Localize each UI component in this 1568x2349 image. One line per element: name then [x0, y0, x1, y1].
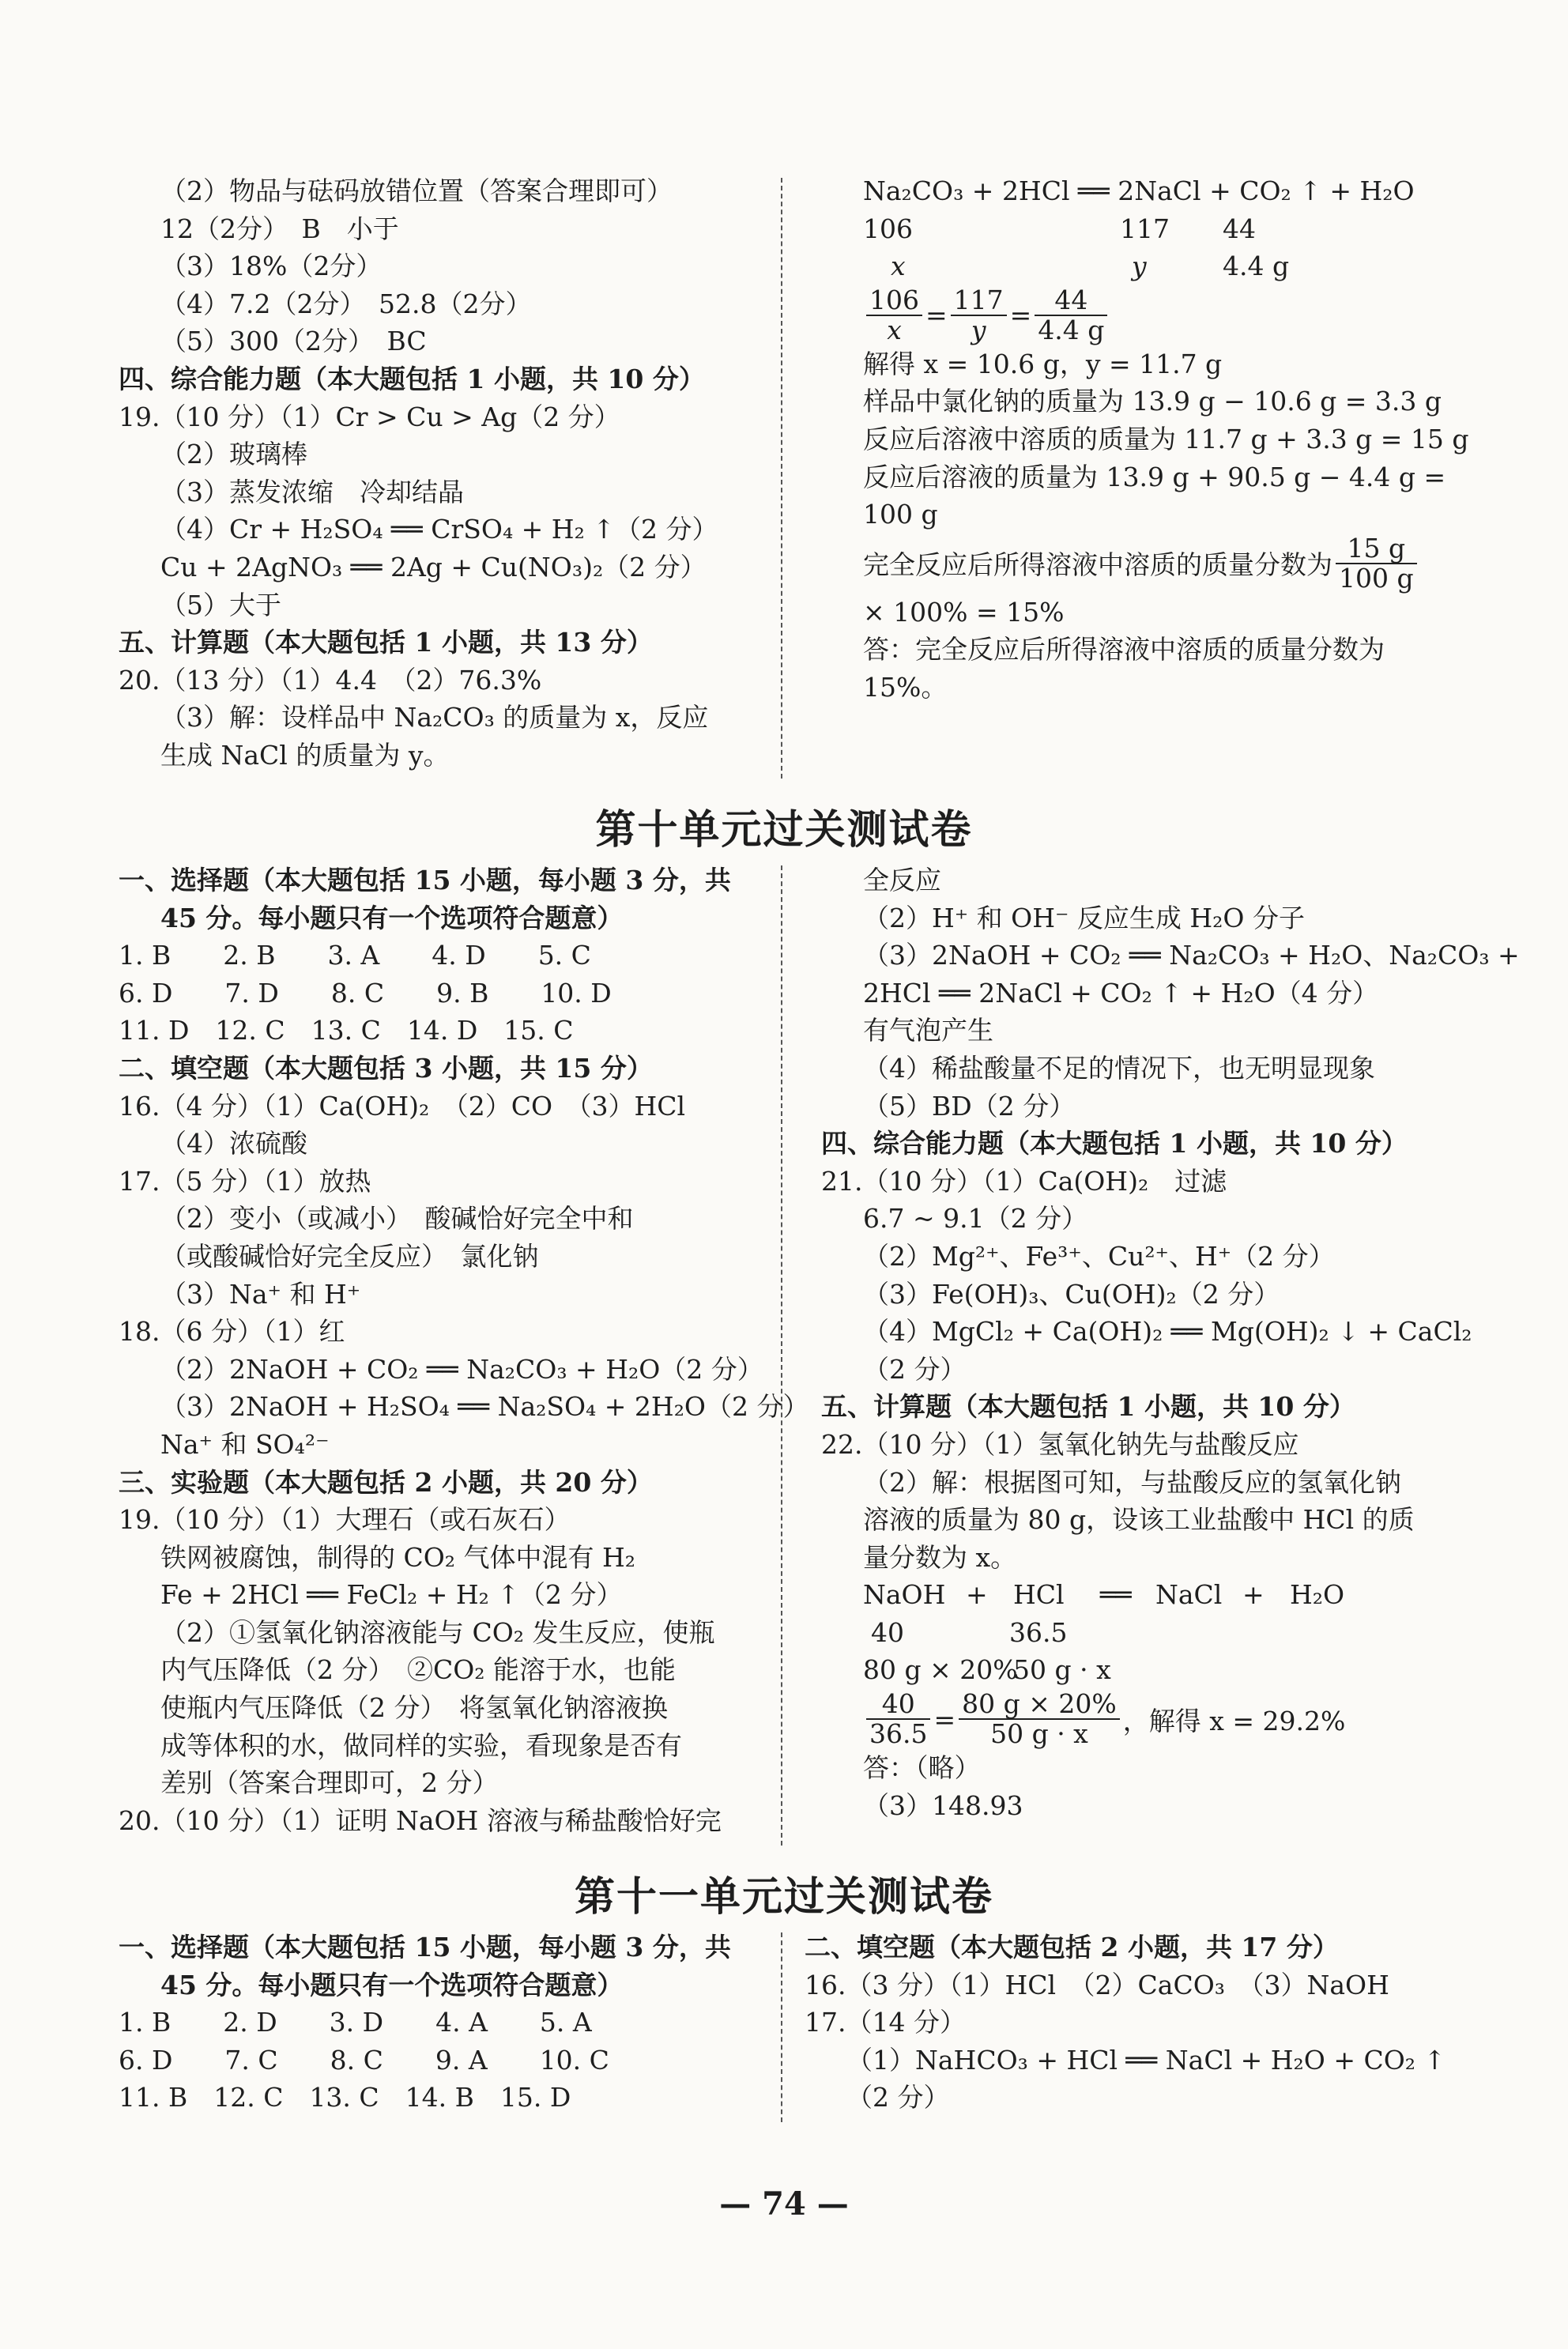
answer-line: （4）MgCl₂ + Ca(OH)₂ ══ Mg(OH)₂ ↓ + CaCl₂: [863, 1316, 1472, 1348]
answer-line: （2）Mg²⁺、Fe³⁺、Cu²⁺、H⁺（2 分）: [863, 1240, 1335, 1272]
answer-line: 差别（答案合理即可，2 分）: [160, 1767, 499, 1799]
question-line: 20.（13 分）（1）4.4 （2）76.3%: [119, 664, 542, 696]
question-line: 19.（10 分）（1）Cr > Cu > Ag（2 分）: [119, 401, 620, 432]
amount-row: 80 g × 20% 50 g · x: [863, 1654, 1111, 1686]
unknown-value: y: [1132, 251, 1147, 282]
unit10-right-column: [821, 862, 1520, 1824]
answer-line: （2）物品与砝码放错位置（答案合理即可）: [160, 175, 673, 206]
chemical-equation: Na₂CO₃ + 2HCl ══ 2NaCl + CO₂ ↑ + H₂O: [863, 175, 1415, 206]
answer-line: （3）解：设样品中 Na₂CO₃ 的质量为 x，反应: [160, 702, 709, 733]
answer-line: 使瓶内气压降低（2 分） 将氢氧化钠溶液换: [160, 1692, 668, 1724]
question-line: 20.（10 分）（1）证明 NaOH 溶液与稀盐酸恰好完: [119, 1804, 722, 1836]
final-fraction-line: [863, 534, 1479, 594]
answer-line: （或酸碱恰好完全反应） 氯化钠: [160, 1240, 539, 1272]
section-heading: 四、综合能力题（本大题包括 1 小题，共 10 分）: [821, 1128, 1408, 1159]
answer-line: （3）148.93: [863, 1789, 1023, 1821]
answer-line: （1）NaHCO₃ + HCl ══ NaCl + H₂O + CO₂ ↑: [846, 2044, 1446, 2076]
top-left-column: [119, 172, 767, 775]
answer-line: （2 分）: [863, 1353, 967, 1385]
fraction: $\frac{106}{x}$: [866, 286, 922, 345]
answer-line: 答：完全反应后所得溶液中溶质的质量分数为: [863, 634, 1385, 665]
answer-line: （3）2NaOH + CO₂ ══ Na₂CO₃ + H₂O、Na₂CO₃ +: [863, 940, 1520, 971]
fraction: $\frac{117}{y}$: [951, 286, 1007, 345]
unknown-value: x: [891, 251, 906, 282]
answer-line: 12（2分） B 小于: [160, 213, 399, 244]
answer-line: （2）2NaOH + CO₂ ══ Na₂CO₃ + H₂O（2 分）: [160, 1353, 763, 1385]
answer-line: （3）2NaOH + H₂SO₄ ══ Na₂SO₄ + 2H₂O（2 分）: [160, 1391, 809, 1423]
mass-value: 106: [863, 213, 913, 244]
mc-answers: 6. D 7. C 8. C 9. A 10. C: [119, 2044, 609, 2076]
unknown-row: [863, 247, 1479, 285]
mass-row: [863, 210, 1479, 248]
section-heading: 五、计算题（本大题包括 1 小题，共 10 分）: [821, 1391, 1355, 1423]
solution-line: 反应后溶液中溶质的质量为 11.7 g + 3.3 g = 15 g: [863, 423, 1469, 454]
unit11-title: 第十一单元过关测试卷: [574, 1873, 993, 1921]
answer-line: （3）18%（2分）: [160, 251, 383, 282]
fraction: $\frac{44}{4.4 g}$: [1035, 286, 1107, 345]
unit11-right-column: [805, 1929, 1484, 2117]
answer-line: （5）BD（2 分）: [863, 1090, 1076, 1122]
section-heading: 二、填空题（本大题包括 2 小题，共 17 分）: [805, 1932, 1339, 1963]
question-line: 16.（4 分）（1）Ca(OH)₂ （2）CO （3）HCl: [119, 1090, 686, 1122]
fraction: $\frac{80 g \times 20\%}{50 g \cdot x}$: [959, 1690, 1120, 1748]
question-line: 17.（5 分）（1）放热: [119, 1165, 371, 1197]
answer-line: （2）玻璃棒: [160, 439, 307, 470]
answer-line: （4）稀盐酸量不足的情况下，也无明显现象: [863, 1052, 1375, 1084]
answer-line: 生成 NaCl 的质量为 y。: [160, 739, 450, 771]
answer-line: （3）蒸发浓缩 冷却结晶: [160, 476, 464, 507]
final-text: 完全反应后所得溶液中溶质的质量分数为: [863, 549, 1332, 581]
section-heading: 一、选择题（本大题包括 15 小题，每小题 3 分，共: [119, 865, 731, 895]
answer-line: 溶液的质量为 80 g，设该工业盐酸中 HCl 的质: [863, 1504, 1415, 1536]
column-divider: [781, 865, 782, 1846]
mc-answers: 11. D 12. C 13. C 14. D 15. C: [119, 1015, 574, 1046]
answer-line: 2HCl ══ 2NaCl + CO₂ ↑ + H₂O（4 分）: [863, 977, 1379, 1009]
fraction: $\frac{40}{36.5}$: [866, 1690, 930, 1748]
answer-line: （4）Cr + H₂SO₄ ══ CrSO₄ + H₂ ↑（2 分）: [160, 514, 718, 545]
question-line: 17.（14 分）: [805, 2007, 966, 2038]
mc-answers: 6. D 7. D 8. C 9. B 10. D: [119, 977, 612, 1009]
answer-line: （4）浓硫酸: [160, 1128, 307, 1159]
answer-line: 15%。: [863, 671, 948, 703]
top-right-column: [863, 172, 1479, 707]
solve-text: ，解得 x = 29.2%: [1122, 1705, 1346, 1736]
question-line: 16.（3 分）（1）HCl （2）CaCO₃ （3）NaOH: [805, 1969, 1389, 2000]
question-line: 22.（10 分）（1）氢氧化钠先与盐酸反应: [821, 1428, 1299, 1460]
answer-line: 铁网被腐蚀，制得的 CO₂ 气体中混有 H₂: [160, 1541, 636, 1573]
section-heading: 三、实验题（本大题包括 2 小题，共 20 分）: [119, 1466, 653, 1498]
answer-line: Cu + 2AgNO₃ ══ 2Ag + Cu(NO₃)₂（2 分）: [160, 551, 707, 583]
solution-line: 反应后溶液的质量为 13.9 g + 90.5 g − 4.4 g =: [863, 461, 1446, 492]
answer-line: （2 分）: [846, 2082, 950, 2113]
section-heading: 五、计算题（本大题包括 1 小题，共 13 分）: [119, 627, 653, 658]
answer-line: 成等体积的水，做同样的实验，看现象是否有: [160, 1729, 682, 1761]
answer-line: （4）7.2（2分） 52.8（2分）: [160, 288, 532, 319]
answer-line: （2）H⁺ 和 OH⁻ 反应生成 H₂O 分子: [863, 902, 1305, 933]
ratio-equation: $\frac{106}{x}$ = $\frac{117}{y}$ = $\frac{44}{4.4 g}$: [863, 285, 1479, 345]
answer-line: 答：（略）: [863, 1752, 981, 1784]
solution-line: 100 g: [863, 499, 938, 530]
chemical-equation: NaOH + HCl ══ NaCl + H₂O: [863, 1579, 1345, 1611]
answer-line: （2）变小（或减小） 酸碱恰好完全中和: [160, 1203, 634, 1235]
answer-line: Na⁺ 和 SO₄²⁻: [160, 1428, 330, 1460]
answer-line: 内气压降低（2 分） ②CO₂ 能溶于水，也能: [160, 1654, 677, 1686]
section-heading: 四、综合能力题（本大题包括 1 小题，共 10 分）: [119, 363, 705, 394]
answer-line: 有气泡产生: [863, 1015, 993, 1046]
column-divider: [781, 178, 782, 779]
question-line: 21.（10 分）（1）Ca(OH)₂ 过滤: [821, 1165, 1227, 1197]
page-number: — 74 —: [719, 2185, 849, 2223]
solution-line: 样品中氯化钠的质量为 13.9 g − 10.6 g = 3.3 g: [863, 386, 1442, 417]
question-line: 19.（10 分）（1）大理石（或石灰石）: [119, 1504, 571, 1536]
percent-line: × 100% = 15%: [863, 596, 1065, 628]
mass-value: 44: [1223, 213, 1256, 244]
fraction: $\frac{15 g}{100 g}$: [1336, 534, 1417, 593]
mc-answers: 1. B 2. D 3. D 4. A 5. A: [119, 2007, 592, 2038]
unit10-left-column: [119, 862, 809, 1839]
answer-line: Fe + 2HCl ══ FeCl₂ + H₂ ↑（2 分）: [160, 1579, 623, 1611]
unit10-title: 第十单元过关测试卷: [595, 806, 973, 854]
unknown-value: 4.4 g: [1223, 251, 1290, 282]
mass-value: 117: [1120, 213, 1170, 244]
solution-line: 解得 x = 10.6 g，y = 11.7 g: [863, 348, 1223, 379]
mc-answers: 11. B 12. C 13. C 14. B 15. D: [119, 2082, 571, 2113]
answer-line: 6.7 ~ 9.1（2 分）: [863, 1203, 1088, 1235]
mc-answers: 1. B 2. B 3. A 4. D 5. C: [119, 940, 591, 971]
section-heading: 二、填空题（本大题包括 3 小题，共 15 分）: [119, 1052, 653, 1084]
unit11-left-column: [119, 1929, 767, 2117]
mass-row: 40 36.5: [871, 1616, 1068, 1648]
section-heading: 45 分。每小题只有一个选项符合题意）: [160, 902, 624, 933]
column-divider: [781, 1932, 782, 2122]
answer-line: 全反应: [863, 865, 941, 895]
answer-line: （3）Na⁺ 和 H⁺: [160, 1278, 361, 1310]
question-line: 18.（6 分）（1）红: [119, 1316, 345, 1348]
ratio-equation: $\frac{40}{36.5}$ = $\frac{80 g \times 20\%}{50 g \cdot x}$ ，解得 x = 29.2%: [863, 1689, 1479, 1749]
answer-line: （3）Fe(OH)₃、Cu(OH)₂（2 分）: [863, 1278, 1280, 1310]
section-heading: 一、选择题（本大题包括 15 小题，每小题 3 分，共: [119, 1932, 731, 1963]
answer-line: （5）300（2分） BC: [160, 326, 427, 357]
answer-line: （5）大于: [160, 589, 281, 620]
answer-line: （2）①氢氧化钠溶液能与 CO₂ 发生反应，使瓶: [160, 1616, 715, 1648]
answer-line: 量分数为 x。: [863, 1541, 1017, 1573]
answer-line: （2）解：根据图可知，与盐酸反应的氢氧化钠: [863, 1466, 1401, 1498]
section-heading: 45 分。每小题只有一个选项符合题意）: [160, 1969, 624, 2000]
